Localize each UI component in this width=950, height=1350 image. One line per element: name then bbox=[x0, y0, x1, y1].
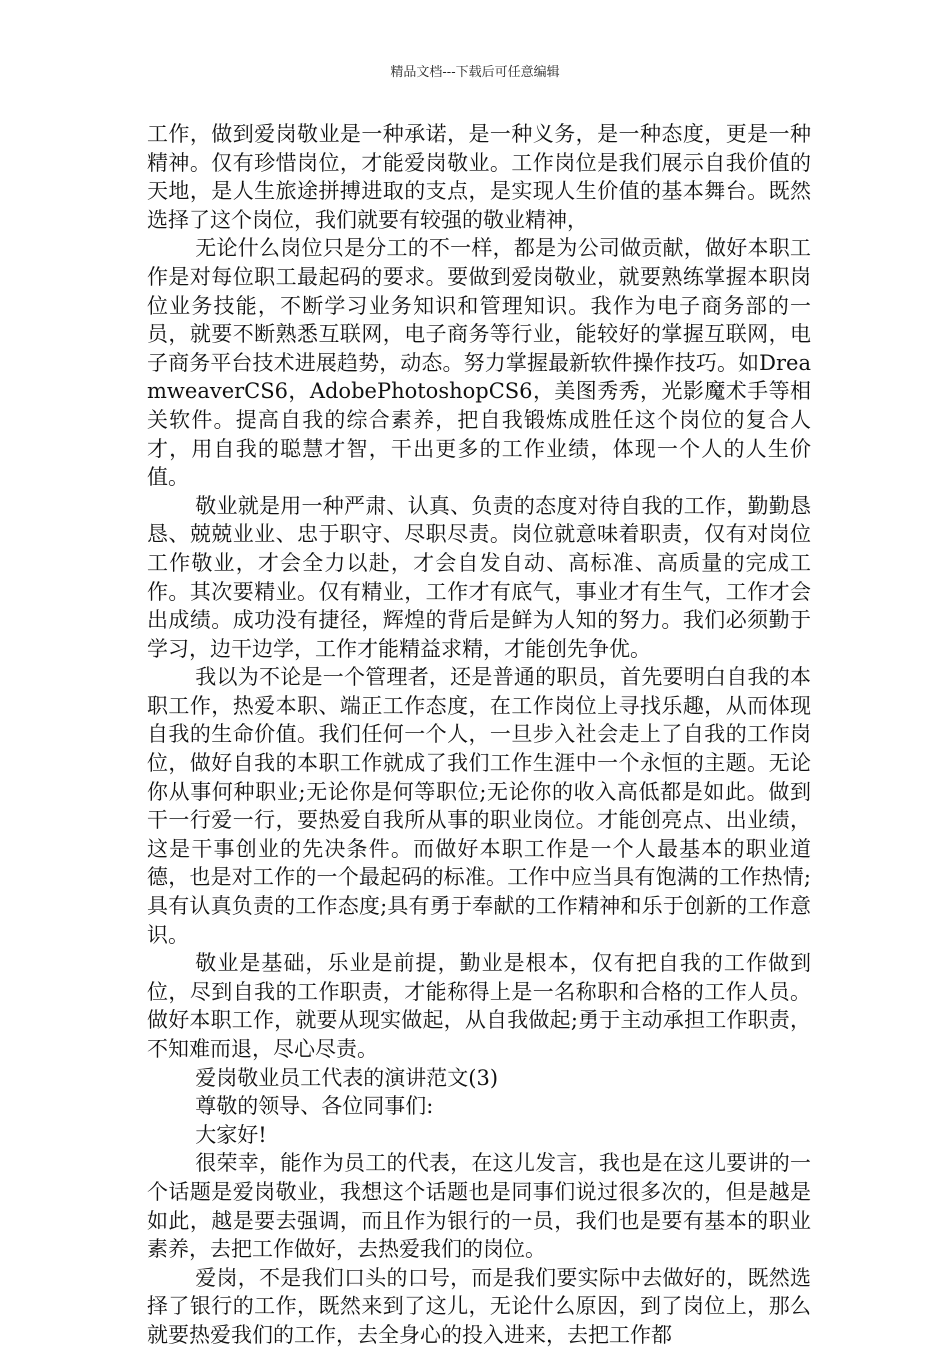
paragraph-2: 无论什么岗位只是分工的不一样，都是为公司做贡献，做好本职工作是对每位职工最起码的要求。要做到爱岗敬业，就要熟练掌握本职岗位业务技能，不断学习业务知识和管理知识。我作为电子商务部的一员，就要不断熟悉互联网，电子商务等行业，能较好的掌握互联网，电子商务平台技术进展趋势，动态。努力掌握最新软件操作技巧。如DreamweaverCS6，AdobePhotoshopCS6，美图秀秀，光影魔术手等相关软件。提高自我的综合素养，把自我锻炼成胜任这个岗位的复合人才，用自我的聪慧才智，干出更多的工作业绩，体现一个人的人生价值。 bbox=[147, 236, 811, 490]
salutation: 尊敬的领导、各位同事们: bbox=[195, 1094, 434, 1119]
paragraph-9: 很荣幸，能作为员工的代表，在这儿发言，我也是在这儿要讲的一个话题是爱岗敬业，我想这个话题也是同事们说过很多次的，但是越是如此，越是要去强调，而且作为银行的一员，我们也是要有基本的职业素养，去把工作做好，去热爱我们的岗位。 bbox=[147, 1151, 811, 1262]
paragraph-3: 敬业就是用一种严肃、认真、负责的态度对待自我的工作，勤勤恳恳、兢兢业业、忠于职守、尽职尽责。岗位就意味着职责，仅有对岗位工作敬业，才会全力以赴，才会自发自动、高标准、高质量的完成工作。其次要精业。仅有精业，工作才有底气，事业才有生气，工作才会出成绩。成功没有捷径，辉煌的背后是鲜为人知的努力。我们必须勤于学习，边干边学，工作才能精益求精，才能创先争优。 bbox=[147, 493, 811, 661]
paragraph-1: 工作，做到爱岗敬业是一种承诺，是一种义务，是一种态度，更是一种精神。仅有珍惜岗位，才能爱岗敬业。工作岗位是我们展示自我价值的天地，是人生旅途拼搏进取的支点，是实现人生价值的基本舞台。既然选择了这个岗位，我们就要有较强的敬业精神， bbox=[147, 122, 811, 232]
paragraph-5: 敬业是基础，乐业是前提，勤业是根本，仅有把自我的工作做到位，尽到自我的工作职责，才能称得上是一名称职和合格的工作人员。做好本职工作，就要从现实做起，从自我做起;勇于主动承担工作职责，不知难而退，尽心尽责。 bbox=[147, 951, 811, 1061]
paragraph-10: 爱岗，不是我们口头的口号，而是我们要实际中去做好的，既然选择了银行的工作，既然来到了这儿，无论什么原因，到了岗位上，那么就要热爱我们的工作，去全身心的投入进来，去把工作都 bbox=[147, 1265, 811, 1347]
greeting: 大家好! bbox=[195, 1122, 267, 1147]
document-body bbox=[147, 120, 811, 1350]
page-header: 精品文档---下载后可任意编辑 bbox=[390, 65, 560, 80]
paragraph-4: 我以为不论是一个管理者，还是普通的职员，首先要明白自我的本职工作，热爱本职、端正工作态度，在工作岗位上寻找乐趣，从而体现自我的生命价值。我们任何一个人，一旦步入社会走上了自我的工作岗位，做好自我的本职工作就成了我们工作生涯中一个永恒的主题。无论你从事何种职业;无论你是何等职位;无论你的收入高低都是如此。做到干一行爱一行，要热爱自我所从事的职业岗位。才能创亮点、出业绩，这是干事创业的先决条件。而做好本职工作是一个人最基本的职业道德，也是对工作的一个最起码的标准。工作中应当具有饱满的工作热情;具有认真负责的工作态度;具有勇于奉献的工作精神和乐于创新的工作意识。 bbox=[147, 665, 811, 947]
section-title: 爱岗敬业员工代表的演讲范文(3) bbox=[195, 1065, 499, 1090]
